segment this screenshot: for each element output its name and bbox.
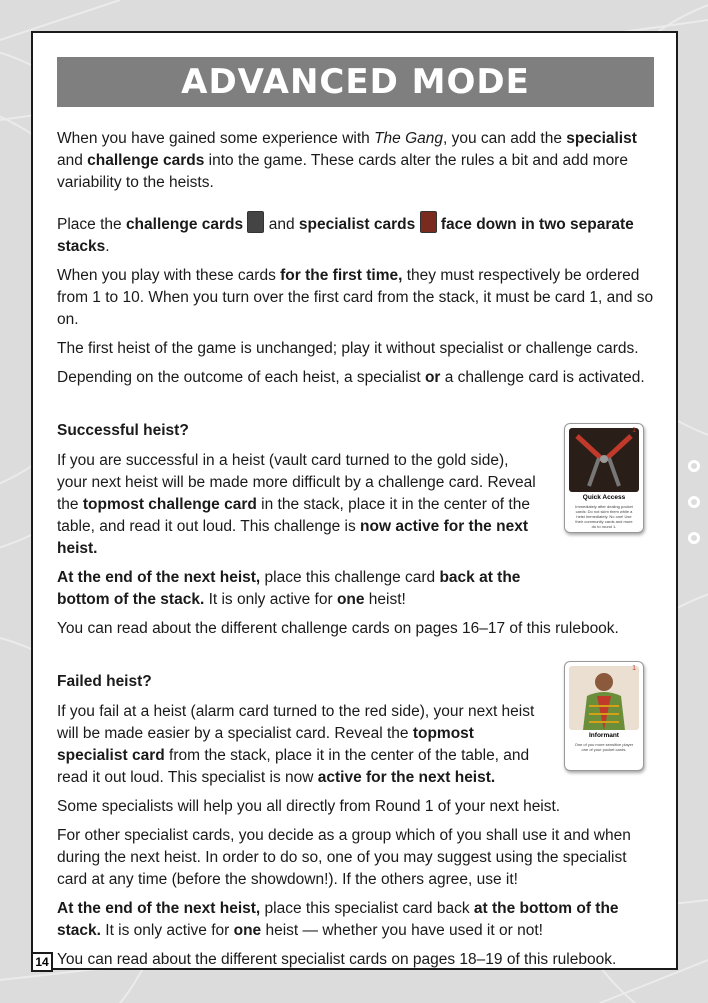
side-tab-circle: [680, 452, 708, 480]
card-description: Immediately after dealing pocket cards: Do not skim them while a heist Immediately. No one! Use their community cards and more do to round 1.: [575, 504, 633, 529]
success-paragraph-1: If you are successful in a heist (vault card turned to the gold side), your next heist will be made more difficult by a challenge card. Reveal the topmost challenge card in the stack, place it in the center of the table, and read it out loud. This challenge is now active for the next heist.: [57, 452, 536, 557]
failed-paragraph-4: At the end of the next heist, place this specialist card back at the bottom of the stack. It is only active for one heist — whether you have used it or not!: [57, 900, 619, 939]
side-tab-circle: [680, 488, 708, 516]
failed-paragraph-3: For other specialist cards, you decide as a group which of you shall use it and when during the next heist. In order to do so, one of you may suggest using the specialist card at any time (before the showdown!). If the others agree, use it!: [57, 827, 631, 888]
failed-heading: Failed heist?: [57, 673, 152, 690]
success-paragraph-3: You can read about the different challenge cards on pages 16–17 of this rulebook.: [57, 620, 619, 637]
card-description: One of you more sensitive player one of your pocket cards.: [574, 742, 634, 752]
informant-illustration: [569, 666, 639, 730]
failed-paragraph-2: Some specialists will help you all directly from Round 1 of your next heist.: [57, 798, 561, 815]
page-body: [57, 128, 657, 978]
failed-paragraph-5: You can read about the different specialist cards on pages 18–19 of this rulebook.: [57, 951, 617, 968]
card-number: 1: [632, 427, 636, 434]
card-number: 1: [632, 665, 636, 672]
unchanged-paragraph: The first heist of the game is unchanged; play it without specialist or challenge cards.: [57, 340, 639, 357]
page-title: ADVANCED MODE: [181, 62, 530, 102]
bolt-cutter-illustration: [569, 428, 639, 492]
depending-paragraph: Depending on the outcome of each heist, a specialist or a challenge card is activated.: [57, 369, 645, 386]
intro-paragraph: When you have gained some experience with The Gang, you can add the specialist and challenge cards into the game. These cards alter the rules a bit and add more variability to the heists.: [57, 130, 637, 191]
challenge-card-example: [564, 423, 644, 533]
title-banner: [57, 57, 654, 107]
success-paragraph-2: At the end of the next heist, place this challenge card back at the bottom of the stack. It is only active for one heist!: [57, 569, 521, 608]
card-name: Informant: [589, 732, 619, 739]
page-number: 14: [31, 952, 53, 972]
success-heading: Successful heist?: [57, 422, 189, 439]
specialist-card-example: [564, 661, 644, 771]
card-name: Quick Access: [582, 494, 626, 501]
failed-paragraph-1: If you fail at a heist (alarm card turned to the red side), your next heist will be made easier by a specialist card. Reveal the topmost specialist card from the stack, place it in the center of the table, and read it out loud. This specialist is now active for the next heist.: [57, 703, 535, 786]
first-time-paragraph: When you play with these cards for the first time, they must respectively be ordered from 1 to 10. When you turn over the first card from the stack, it must be card 1, and so on.: [57, 267, 654, 328]
specialist-card-icon: [420, 211, 437, 233]
challenge-card-icon: [247, 211, 264, 233]
side-tab-circle: [680, 524, 708, 552]
placement-paragraph: Place the challenge cards and specialist cards face down in two separate stacks.: [57, 211, 657, 258]
